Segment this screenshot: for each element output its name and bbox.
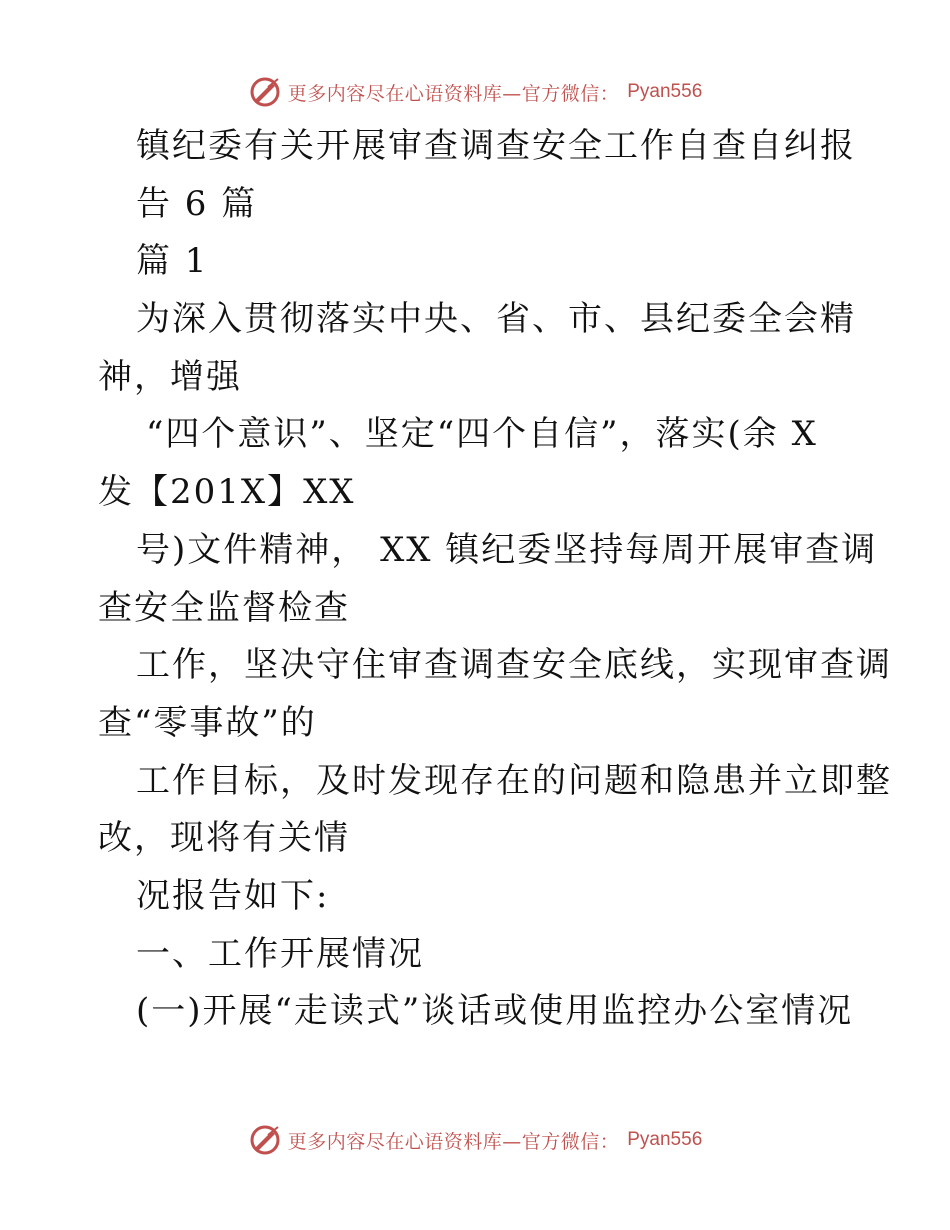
section-heading: 篇 1: [136, 241, 209, 282]
subsection-heading: 一、工作开展情况: [136, 933, 424, 974]
paragraph-line: 神，增强: [98, 356, 242, 397]
paragraph-line: 改，现将有关情: [98, 818, 350, 859]
paragraph-line: 为深入贯彻落实中央、省、市、县纪委全会精: [136, 299, 856, 340]
pen-seal-logo-icon: [248, 1123, 282, 1157]
paragraph-line: 工作，坚决守住审查调查安全底线，实现审查调: [136, 645, 892, 686]
paragraph-line: 况报告如下:: [136, 875, 330, 916]
title-line-1: 镇纪委有关开展审查调查安全工作自查自纠报: [136, 126, 856, 166]
paragraph-line: 工作目标，及时发现存在的问题和隐患并立即整: [136, 760, 892, 801]
paragraph-line: 查“零事故”的: [98, 702, 317, 743]
title-line-2: 告 6 篇: [136, 183, 258, 224]
watermark-text: 更多内容尽在心语资料库—官方微信：: [287, 82, 620, 105]
header-watermark: [0, 72, 950, 112]
subsection-item: (一)开展“走读式”谈话或使用监控办公室情况: [136, 991, 854, 1032]
paragraph-line: 号)文件精神， XX 镇纪委坚持每周开展审查调: [136, 529, 878, 570]
watermark-wechat-id: Pyan556: [627, 81, 703, 102]
watermark-text: 更多内容尽在心语资料库—官方微信：: [287, 1130, 620, 1153]
watermark-wechat-id: Pyan556: [627, 1129, 703, 1150]
document-body: [98, 118, 892, 1041]
paragraph-line: 发【201X】XX: [98, 472, 356, 513]
pen-seal-logo-icon: [248, 75, 282, 109]
paragraph-line: “四个意识”、坚定“四个自信”，落实(余 X: [146, 414, 818, 455]
paragraph-line: 查安全监督检查: [98, 587, 350, 628]
footer-watermark: [0, 1120, 950, 1160]
